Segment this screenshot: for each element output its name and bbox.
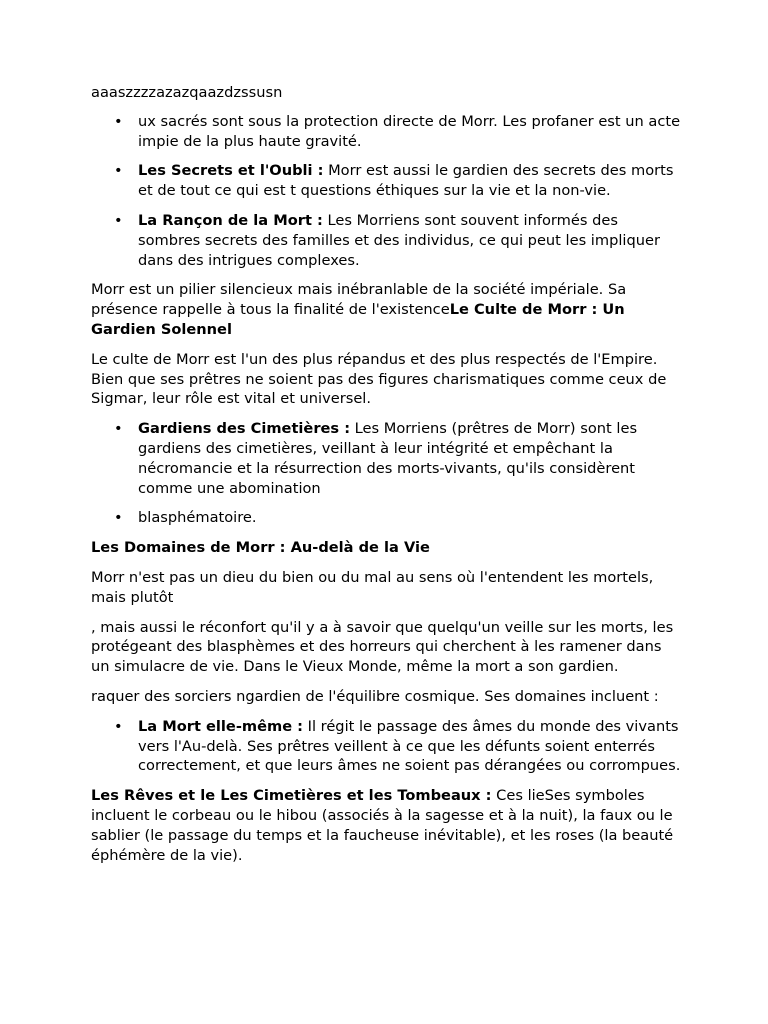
list-item [138, 211, 683, 270]
list-item [138, 419, 683, 498]
item-text: Morr est aussi le gardien des secrets des morts et de tout ce qui est t questions éthiques sur la vie et la non-vie. [138, 162, 674, 200]
paragraph-culte: Le culte de Morr est l'un des plus répandus et des plus respectés de l'Empire. Bien que ses prêtres ne soient pas des figures charismatiques comme ceux de Sigmar, leur rôle est vital et universel. [91, 350, 667, 408]
section-heading-domaines [91, 538, 683, 558]
paragraph-pilier [91, 280, 683, 339]
item-label: Gardiens des Cimetières : [138, 420, 351, 438]
list-item [138, 161, 683, 201]
list-item [138, 717, 683, 776]
section-heading-culte: Le Culte de Morr : Un Gardien Solennel [91, 301, 625, 338]
item-text: Il régit le passage des âmes du monde des vivants vers l'Au-delà. Ses prêtres veillent à ce que les défunts soient enterrés correctement, et que leurs âmes ne soient pas dérangées ou corrompues. [138, 717, 681, 775]
paragraph-reconfort: , mais aussi le réconfort qu'il y a à savoir que quelqu'un veille sur les morts, les protégeant des blasphèmes et des horreurs qui cherchent à les ramener dans un simulacre de vie. Dans le Vieux Monde, même la mort a son gardien. [91, 618, 674, 676]
paragraph-domaines: raquer des sorciers ngardien de l'équilibre cosmique. Ses domaines incluent : [91, 687, 659, 705]
item-text: Les Morriens sont souvent informés des sombres secrets des familles et des individus, ce qui peut les impliquer dans des intrigues complexes. [138, 211, 660, 269]
item-label: La Rançon de la Mort : [138, 211, 323, 229]
item-label: La Mort elle-même : [138, 717, 304, 735]
item-text: ux sacrés sont sous la protection directe de Morr. Les profaner est un acte impie de la plus haute gravité. [138, 112, 681, 150]
paragraph-dieu: Morr n'est pas un dieu du bien ou du mal au sens où l'entendent les mortels, mais plutôt [91, 568, 654, 606]
bullet-list-1 [91, 112, 683, 271]
list-item [138, 112, 683, 152]
paragraph-text: Morr est un pilier silencieux mais inébranlable de la société impériale. Sa présence rappelle à tous la finalité de l'existence [91, 281, 627, 319]
paragraph-symboles [91, 786, 683, 865]
list-item [138, 508, 683, 528]
top-line: aaaszzzzazazqaazdzssusn [91, 84, 283, 101]
inline-heading-reves: Les Rêves et le Les Cimetières et les Tombeaux : [91, 787, 492, 805]
heading-text: Les Domaines de Morr : Au-delà de la Vie [91, 539, 430, 557]
item-text: Les Morriens (prêtres de Morr) sont les gardiens des cimetières, veillant à leur intégrité et empêchant la nécromancie et la résurrection des morts-vivants, qu'ils considèrent comme une abomination [138, 420, 638, 497]
bullet-list-2 [91, 419, 683, 528]
document-page [91, 83, 683, 875]
paragraph-text: Ces lieSes symboles incluent le corbeau ou le hibou (associés à la sagesse et à la nuit), la faux ou le sablier (le passage du temps et la faucheuse inévitable), et les roses (la beauté éphémère de la vie). [91, 787, 674, 864]
bullet-list-3 [91, 717, 683, 776]
item-text: blasphématoire. [138, 509, 257, 527]
item-label: Les Secrets et l'Oubli : [138, 162, 324, 180]
